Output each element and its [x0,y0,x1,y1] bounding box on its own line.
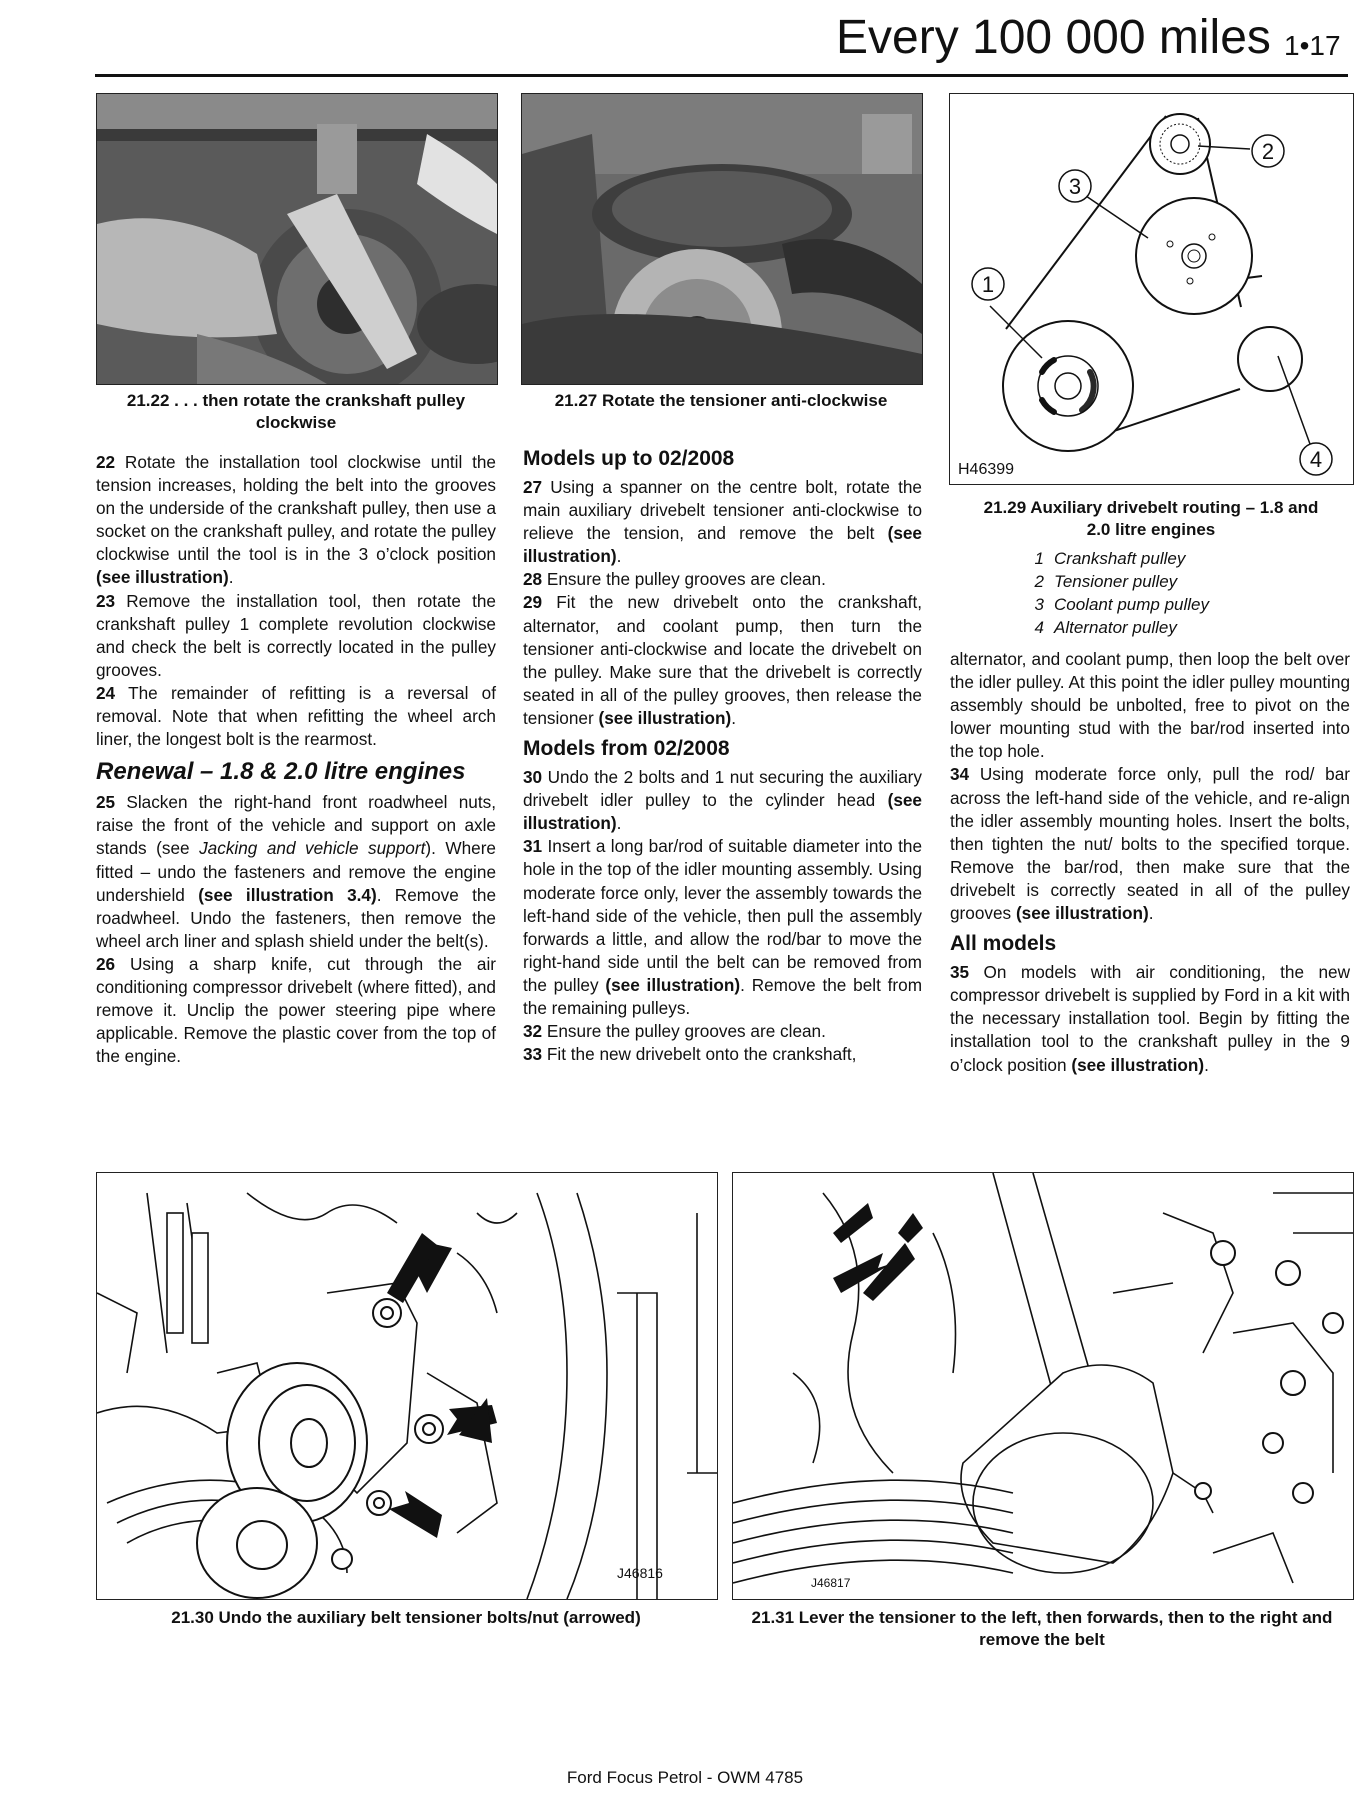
page-footer: Ford Focus Petrol - OWM 4785 [566,1768,804,1787]
drawing-21-31 [732,1172,1354,1600]
caption-21-29: 21.29 Auxiliary drivebelt routing – 1.8 and 2.0 litre engines [983,498,1319,539]
text-column-1 [96,451,496,1068]
caption-21-31: 21.31 Lever the tensioner to the left, then forwards, then to the right and remove the belt [751,1608,1333,1649]
tensioner-pulley [1150,114,1210,174]
step-35: 35 On models with air conditioning, the new compressor drivebelt is supplied by Ford in a kit with the necessary installation tool. Begin by fitting the installation tool to the crankshaft pulley in the 9 o’clock position (see illustration). [950,962,1350,1075]
alternator-pulley [1238,327,1302,391]
legend-item: 3 Coolant pump pulley [1034,595,1209,614]
step-27: 27 Using a spanner on the centre bolt, rotate the main auxiliary drivebelt tensioner anti-clockwise to relieve the tension, and remove the belt (see illustration). [523,477,922,567]
callout-2: 2 [1261,139,1275,164]
figure-code-21-30: J46816 [617,1565,663,1581]
figure-code-21-29: H46399 [958,461,1015,478]
text-column-2 [523,446,922,1066]
caption-21-22: 21.22 . . . then rotate the crankshaft pulley clockwise [126,391,466,432]
callout-1: 1 [981,272,995,297]
legend-21-29 [1016,547,1209,639]
section-heading-renewal: Renewal – 1.8 & 2.0 litre engines [96,758,466,786]
step-33: 33 Fit the new drivebelt onto the crankshaft, [523,1044,857,1065]
step-31: 31 Insert a long bar/rod of suitable diameter into the hole in the top of the idler mounting assembly. Using moderate force only, lever the assembly towards the left-hand side of the vehicle, then pull the assembly forwards a little, and allow the rod/bar to move the right-hand side until the belt can be removed from the pulley (see illustration). Remove the belt from the remaining pulleys. [523,836,923,1018]
step-28: 28 Ensure the pulley grooves are clean. [523,569,826,590]
crankshaft-pulley [1003,321,1133,451]
text-column-3 [950,648,1350,1077]
step-23: 23 Remove the installation tool, then rotate the crankshaft pulley 1 complete revolution clockwise and check the belt is correctly located in the pulley grooves. [96,590,496,680]
step-22: 22 Rotate the installation tool clockwise until the tension increases, holding the belt into the grooves on the underside of the crankshaft pulley, then use a socket on the crankshaft pulley, and rotate the pulley clockwise until the tool is in the 3 o’clock position (see illustration). [96,452,497,588]
step-33-continued: alternator, and coolant pump, then loop the belt over the idler pulley. At this point the idler pulley mounting assembly should be unbolted, free to pivot on the lower mounting stud with the bar/rod inserted into the top hole. [950,649,1350,762]
legend-item: 1 Crankshaft pulley [1034,549,1186,568]
step-34: 34 Using moderate force only, pull the rod/ bar across the left-hand side of the vehicle, and re-align the idler assembly mounting holes. Insert the bolts, then tighten the nut/ bolts to the specified torque. Remove the bar/rod, then make sure that the drivebelt is correctly seated in all of the pulley grooves (see illustration). [950,764,1350,924]
caption-21-27: 21.27 Rotate the tensioner anti-clockwise [554,391,888,410]
page-header-title: Every 100 000 miles [836,11,1271,64]
step-24: 24 The remainder of refitting is a reversal of removal. Note that when refitting the wheel arch liner, the longest bolt is the rearmost. [96,682,496,750]
page-number: 1•17 [1284,30,1341,61]
photo-21-27 [521,93,923,385]
caption-21-30: 21.30 Undo the auxiliary belt tensioner bolts/nut (arrowed) [171,1608,641,1627]
diagram-21-29 [949,93,1354,485]
legend-item: 2 Tensioner pulley [1034,572,1178,591]
section-heading-up-to-2008: Models up to 02/2008 [523,447,735,470]
drawing-21-30 [96,1172,718,1600]
header-rule [95,74,1348,77]
section-heading-from-2008: Models from 02/2008 [523,737,730,761]
step-30: 30 Undo the 2 bolts and 1 nut securing the auxiliary drivebelt idler pulley to the cylinder head (see illustration). [523,767,922,834]
photo-21-22 [96,93,498,385]
figure-code-21-31: J46817 [811,1576,851,1590]
step-25: 25 Slacken the right-hand front roadwheel nuts, raise the front of the vehicle and support on axle stands (see Jacking and vehicle support). Where fitted – undo the fasteners and remove the engine undershield (see illustration 3.4). Remove the roadwheel. Undo the fasteners, then remove the wheel arch liner and splash shield under the belt(s). [96,792,497,951]
callout-3: 3 [1068,174,1082,199]
callout-4: 4 [1309,447,1323,472]
section-heading-all-models: All models [950,932,1057,956]
step-26: 26 Using a sharp knife, cut through the air conditioning compressor drivebelt (where fitted), and remove it. Unclip the power steering pipe where applicable. Remove the plastic cover from the top of the engine. [96,953,496,1067]
step-29: 29 Fit the new drivebelt onto the crankshaft, alternator, and coolant pump, then turn the tensioner anti-clockwise and locate the drivebelt on the pulley. Make sure that the drivebelt is correctly seated in all of the pulley grooves, then release the tensioner (see illustration). [523,592,922,728]
coolant-pump-pulley [1136,198,1252,314]
legend-item: 4 Alternator pulley [1034,618,1177,637]
step-32: 32 Ensure the pulley grooves are clean. [523,1021,826,1042]
